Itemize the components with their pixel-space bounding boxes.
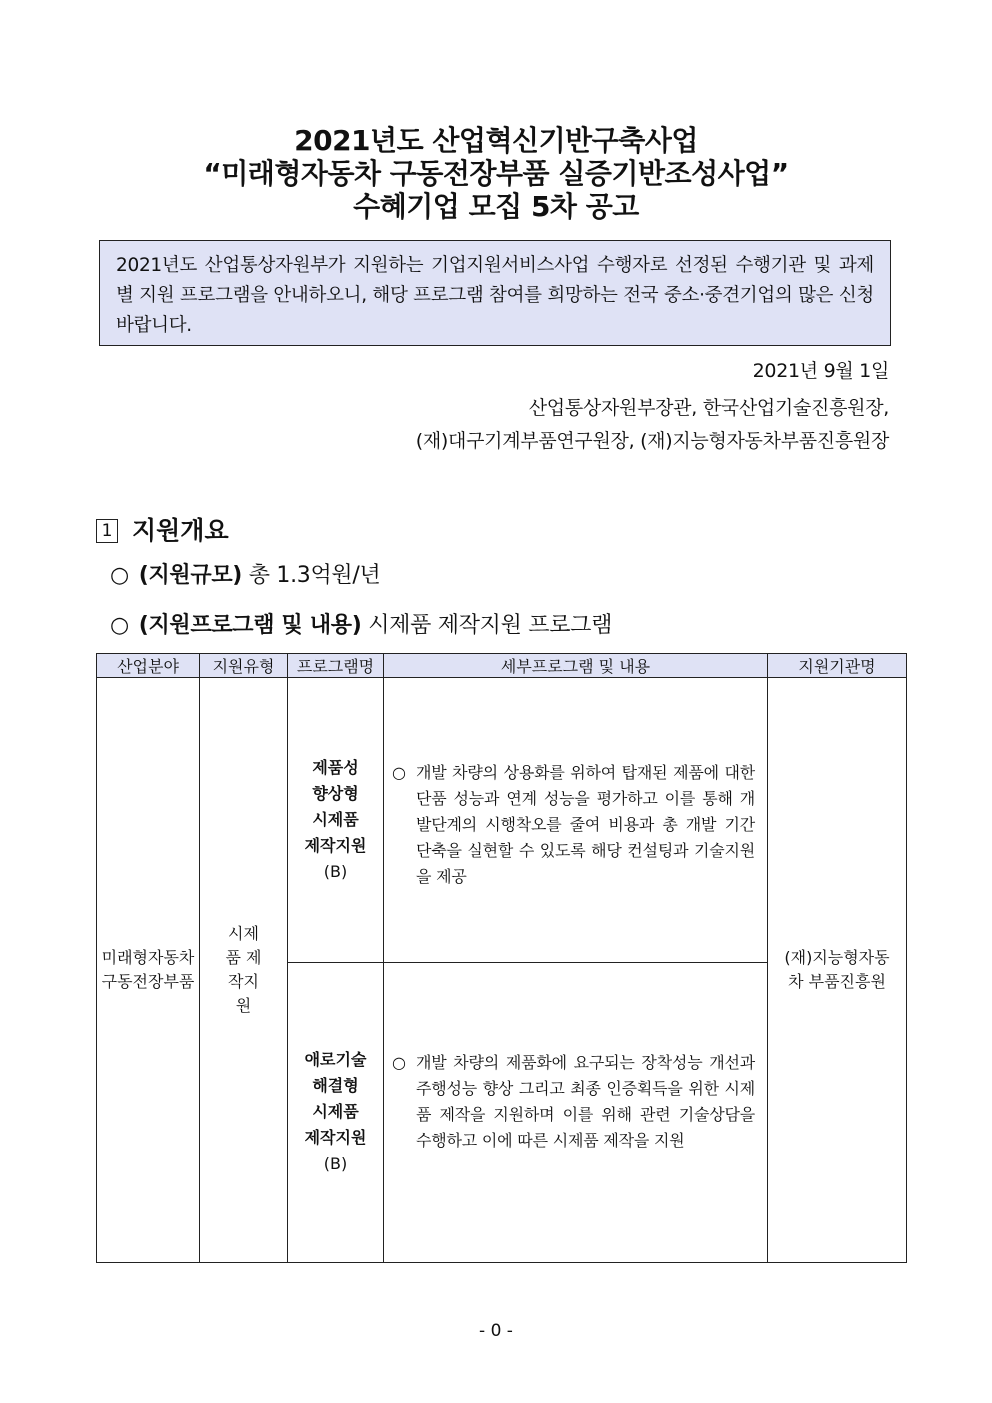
cell-program-detail bbox=[384, 963, 768, 1263]
program-name-line: (B) bbox=[323, 1154, 348, 1173]
cell-program-detail bbox=[384, 678, 768, 963]
cell-program-name bbox=[288, 678, 384, 963]
header-agency: 지원기관명 bbox=[768, 654, 907, 678]
bullet-text: 총 1.3억원/년 bbox=[248, 563, 381, 588]
program-name-line: 제품성 bbox=[312, 758, 359, 777]
table-row bbox=[97, 678, 907, 963]
bullet-marker: ○ bbox=[110, 563, 129, 588]
header-support-type: 지원유형 bbox=[200, 654, 288, 678]
detail-bullet-marker: ○ bbox=[392, 763, 406, 782]
title-line-1: 2021년도 산업혁신기반구축사업 bbox=[294, 124, 698, 157]
cell-program-name bbox=[288, 963, 384, 1263]
bullet-support-scale bbox=[110, 558, 380, 589]
intro-box: 2021년도 산업통상자원부가 지원하는 기업지원서비스사업 수행자로 선정된 수행기관 및 과제별 지원 프로그램을 안내하오니, 해당 프로그램 참여를 희망하는 전국 중소·중견기업의 많은 신청 바랍니다. bbox=[99, 240, 891, 346]
program-name-line: (B) bbox=[323, 862, 348, 881]
program-name-line: 애로기술 bbox=[304, 1050, 367, 1069]
header-program-detail: 세부프로그램 및 내용 bbox=[384, 654, 768, 678]
bullet-text: 시제품 제작지원 프로그램 bbox=[368, 613, 613, 638]
table-header-row bbox=[97, 654, 907, 678]
program-name-line: 시제품 bbox=[312, 810, 359, 829]
section-number-box: 1 bbox=[96, 519, 118, 543]
issuer-line-1: 산업통상자원부장관, 한국산업기술진흥원장, bbox=[528, 397, 889, 419]
header-program-name: 프로그램명 bbox=[288, 654, 384, 678]
title-line-3: 수혜기업 모집 5차 공고 bbox=[353, 190, 639, 223]
program-name-line: 제작지원 bbox=[304, 1128, 367, 1147]
cell-support-type: 시제품 제작지원 bbox=[200, 678, 288, 1263]
program-name-line: 제작지원 bbox=[304, 836, 367, 855]
section-heading bbox=[96, 511, 229, 547]
program-name-line: 시제품 bbox=[312, 1102, 359, 1121]
program-name-line: 해결형 bbox=[312, 1076, 359, 1095]
program-table bbox=[96, 653, 907, 1263]
page-number: - 0 - bbox=[479, 1321, 513, 1341]
bullet-support-program bbox=[110, 608, 612, 639]
announcement-date: 2021년 9월 1일 bbox=[752, 360, 889, 382]
detail-text: 개발 차량의 제품화에 요구되는 장착성능 개선과 주행성능 향상 그리고 최종 인증획득을 위한 시제품 제작을 지원하며 이를 위해 관련 기술상담을 수행하고 이에 따른 시제품 제작을 지원 bbox=[416, 1053, 755, 1150]
bullet-label: (지원프로그램 및 내용) bbox=[138, 613, 362, 638]
cell-industry: 미래형자동차 구동전장부품 bbox=[97, 678, 200, 1263]
bullet-label: (지원규모) bbox=[138, 563, 243, 588]
detail-bullet-marker: ○ bbox=[392, 1053, 406, 1072]
cell-agency: (재)지능형자동차 부품진흥원 bbox=[768, 678, 907, 1263]
title-line-2: “미래형자동차 구동전장부품 실증기반조성사업” bbox=[203, 157, 789, 190]
detail-text: 개발 차량의 상용화를 위하여 탑재된 제품에 대한 단품 성능과 연계 성능을 평가하고 이를 통해 개발단계의 시행착오를 줄여 비용과 총 개발 기간 단축을 실현할 수 있도록 해당 컨설팅과 기술지원을 제공 bbox=[416, 763, 755, 886]
bullet-marker: ○ bbox=[110, 613, 129, 638]
document-title bbox=[0, 124, 992, 223]
header-industry: 산업분야 bbox=[97, 654, 200, 678]
program-name-line: 향상형 bbox=[312, 784, 359, 803]
section-title: 지원개요 bbox=[132, 516, 229, 545]
issuer-line-2: (재)대구기계부품연구원장, (재)지능형자동차부품진흥원장 bbox=[415, 430, 889, 452]
